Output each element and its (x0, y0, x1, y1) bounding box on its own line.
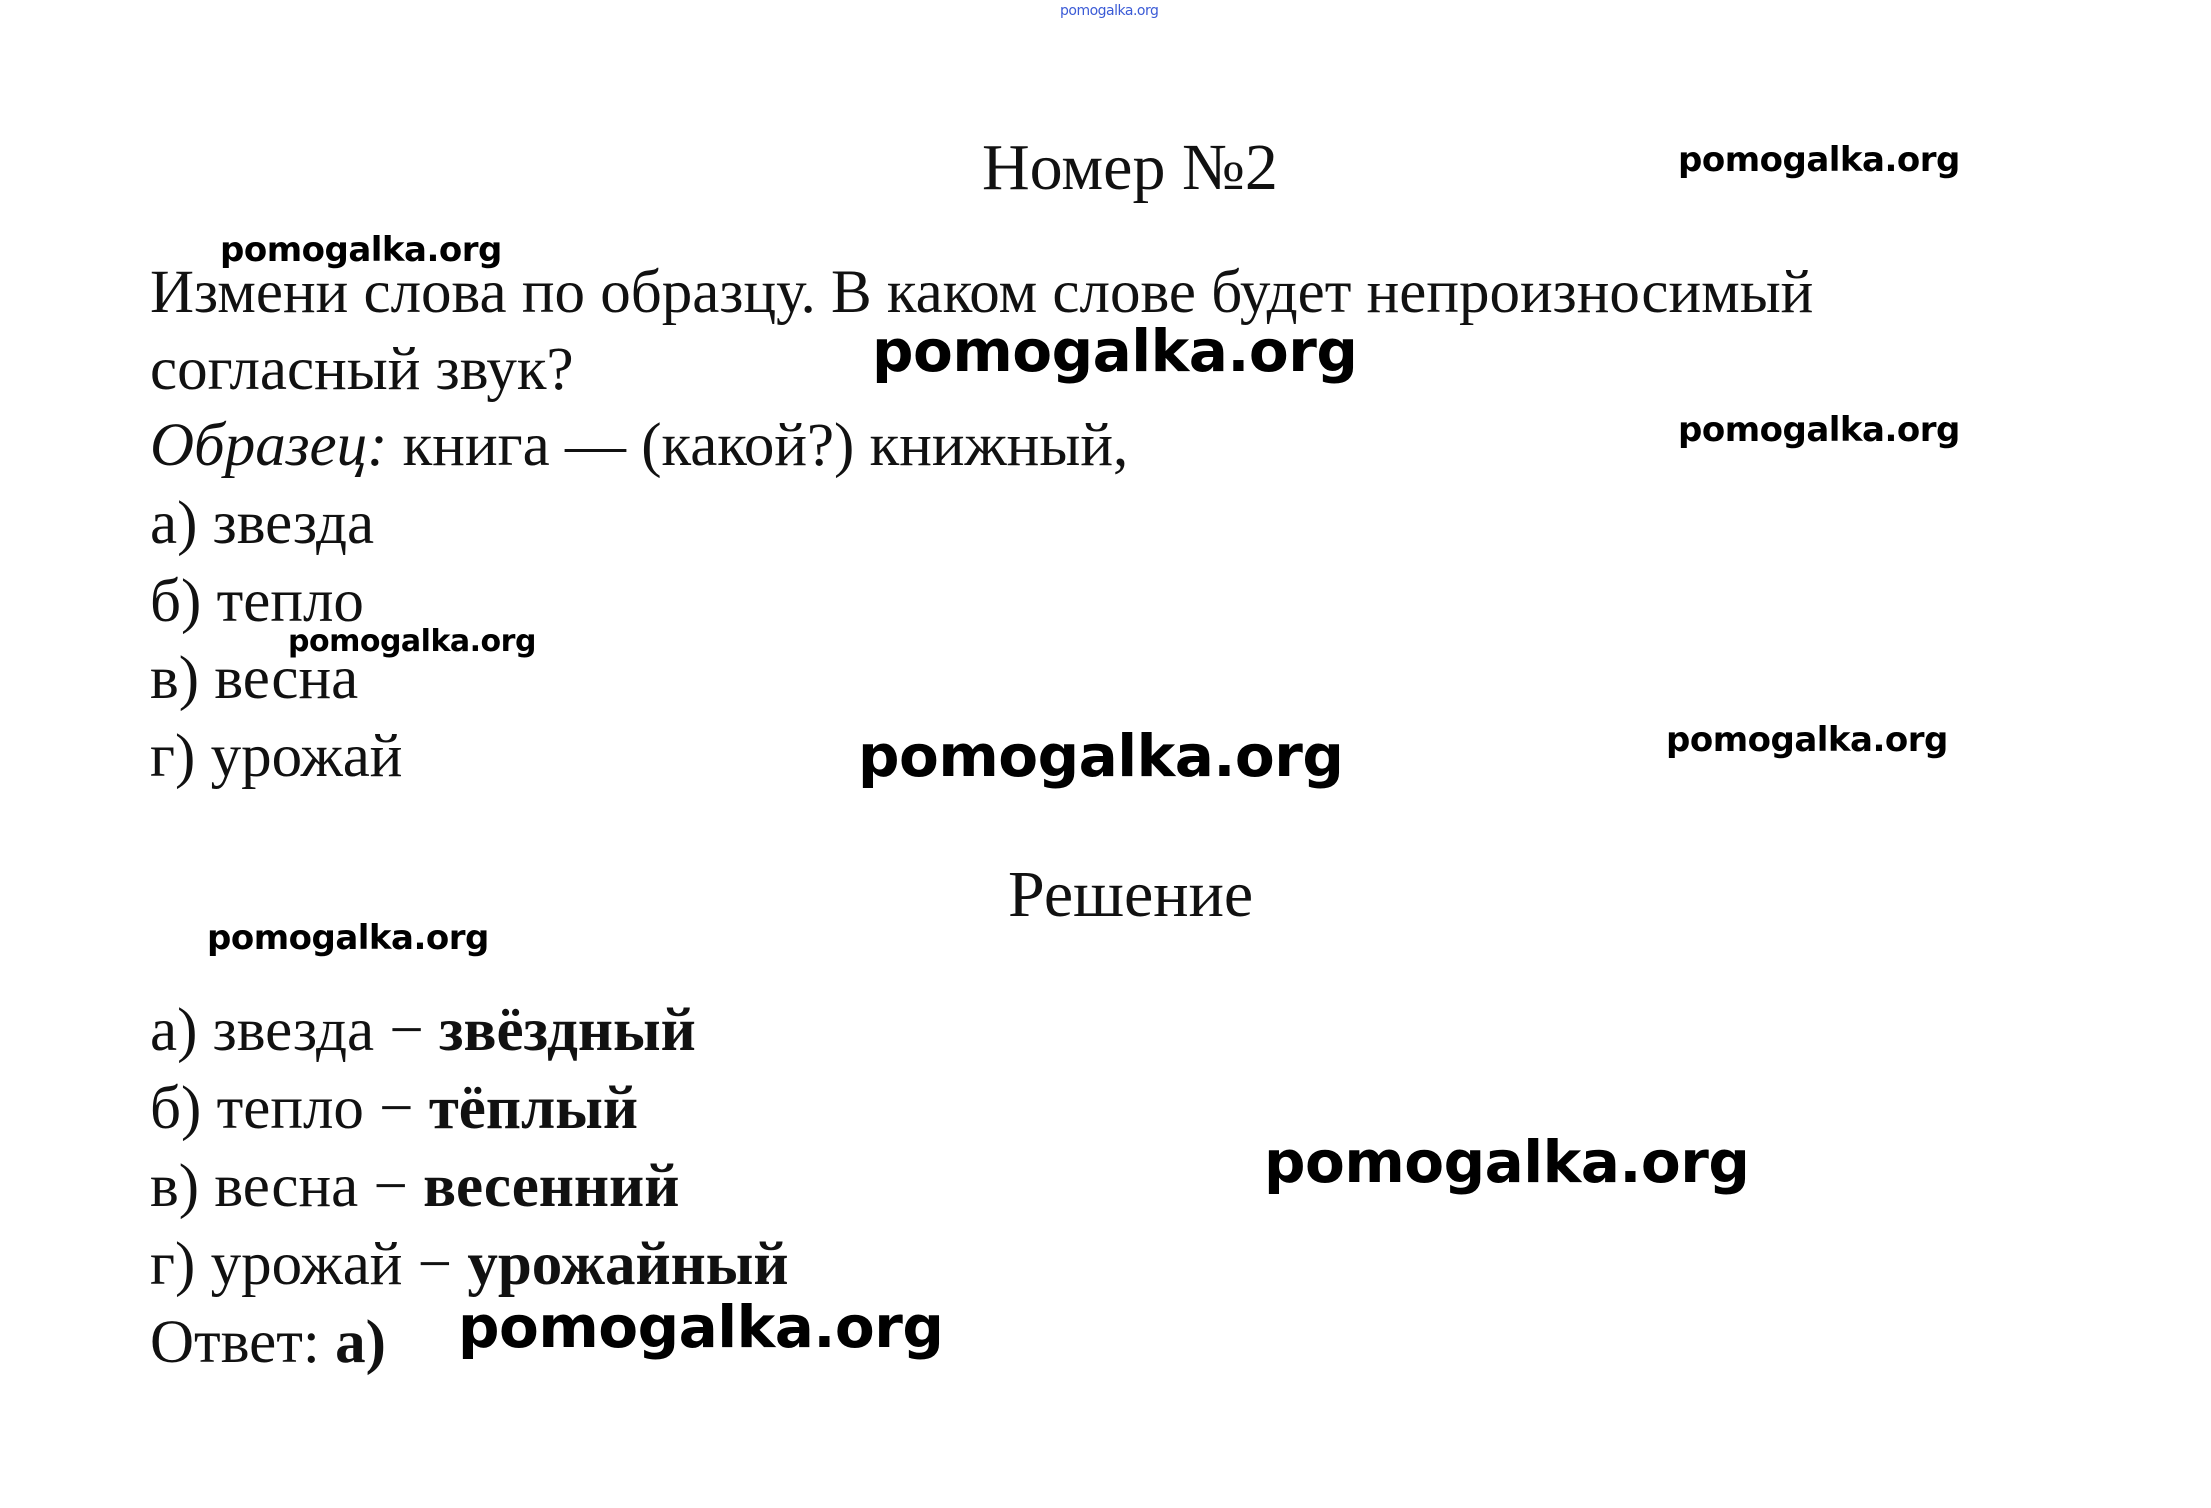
task-prompt-line-1: Измени слова по образцу. В каком слове будет непроизносимый (150, 259, 1814, 326)
task-prompt-line-2: согласный звук? (150, 336, 574, 403)
solution-word: а) звезда − (150, 997, 440, 1064)
watermark: pomogalka.org (1678, 410, 1960, 450)
watermark: pomogalka.org (858, 722, 1344, 790)
answer-line (150, 1309, 386, 1376)
solution-row-b (150, 1075, 639, 1142)
answer-label: Ответ: (150, 1309, 336, 1376)
solution-answer: звёздный (439, 997, 696, 1064)
watermark: pomogalka.org (458, 1293, 944, 1361)
sample-text: книга — (какой?) книжный, (402, 412, 1129, 479)
task-item-a: а) звезда (150, 490, 375, 557)
watermark: pomogalka.org (1678, 140, 1960, 180)
watermark: pomogalka.org (207, 918, 489, 958)
solution-title: Решение (1008, 858, 1254, 931)
watermark: pomogalka.org (1666, 720, 1948, 760)
solution-row-a (150, 997, 696, 1064)
watermark: pomogalka.org (288, 624, 536, 659)
solution-row-c (150, 1153, 680, 1220)
task-title: Номер №2 (982, 131, 1278, 204)
solution-word: г) урожай − (150, 1231, 468, 1298)
solution-word: в) весна − (150, 1153, 424, 1220)
solution-answer: тёплый (428, 1075, 639, 1142)
sample-label: Образец: (150, 412, 388, 479)
task-item-d: г) урожай (150, 723, 403, 790)
watermark: pomogalka.org (1264, 1128, 1750, 1196)
solution-row-d (150, 1231, 789, 1298)
solution-answer: весенний (423, 1153, 680, 1220)
answer-value: а) (335, 1309, 386, 1376)
solution-word: б) тепло − (150, 1075, 429, 1142)
watermark: pomogalka.org (220, 230, 502, 270)
task-item-b: б) тепло (150, 568, 364, 635)
task-sample (150, 412, 1129, 479)
watermark: pomogalka.org (872, 317, 1358, 385)
watermark-top: pomogalka.org (1060, 3, 1159, 19)
solution-answer: урожайный (467, 1231, 789, 1298)
task-item-c: в) весна (150, 645, 359, 712)
